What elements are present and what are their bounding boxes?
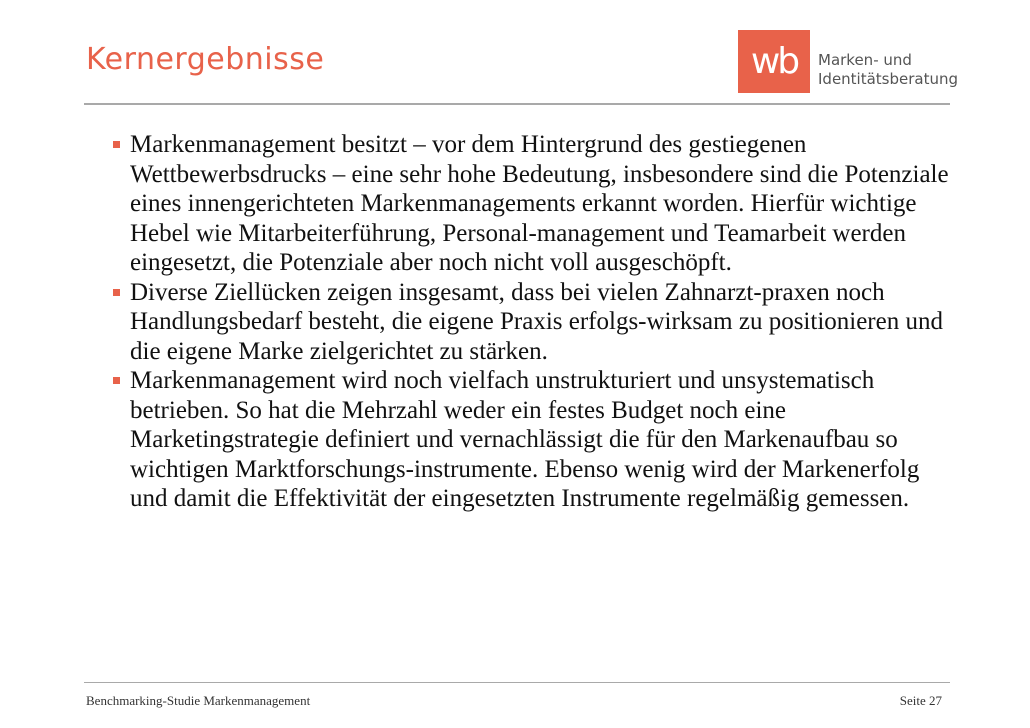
list-item bbox=[110, 130, 950, 278]
bullet-square-icon bbox=[113, 289, 120, 296]
logo-mark-text: wb bbox=[750, 41, 798, 82]
company-logo-mark bbox=[738, 30, 810, 93]
footer-study-title: Benchmarking-Studie Markenmanagement bbox=[86, 693, 311, 708]
header-divider bbox=[84, 103, 950, 105]
page-title: Kernergebnisse bbox=[86, 42, 325, 77]
key-findings-list bbox=[110, 130, 950, 514]
list-item-text: Markenmanagement wird noch vielfach unstrukturiert und unsystematisch betrieben. So hat die Mehrzahl weder ein festes Budget noch eine Marketingstrategie definiert und vernachlässigt die für den Markenaufbau so wichtigen Marktforschungs-instrumente. Ebenso wenig wird der Markenerfolg und damit die Effektivität der eingesetzten Instrumente regelmäßig gemessen. bbox=[130, 367, 920, 512]
bullet-square-icon bbox=[113, 377, 120, 384]
page-number: Seite 27 bbox=[899, 693, 942, 708]
company-logo-text bbox=[818, 51, 958, 89]
list-item-text: Diverse Ziellücken zeigen insgesamt, dass bei vielen Zahnarzt-praxen noch Handlungsbedarf besteht, die eigene Praxis erfolgs-wirksam zu positionieren und die eigene Marke zielgerichtet zu stärken. bbox=[130, 278, 943, 365]
list-item bbox=[110, 278, 950, 367]
list-item bbox=[110, 366, 950, 514]
bullet-square-icon bbox=[113, 141, 120, 148]
logo-line-1: Marken- und bbox=[818, 51, 912, 69]
list-item-text: Markenmanagement besitzt – vor dem Hintergrund des gestiegenen Wettbewerbsdrucks – eine sehr hohe Bedeutung, insbesondere sind die Potenziale eines innengerichteten Markenmanagements erkannt worden. Hierfür wichtige Hebel wie Mitarbeiterführung, Personal-management und Teamarbeit werden eingesetzt, die Potenziale aber noch nicht voll ausgeschöpft. bbox=[130, 131, 949, 276]
footer-divider bbox=[84, 682, 950, 683]
logo-line-2: Identitätsberatung bbox=[818, 70, 959, 88]
